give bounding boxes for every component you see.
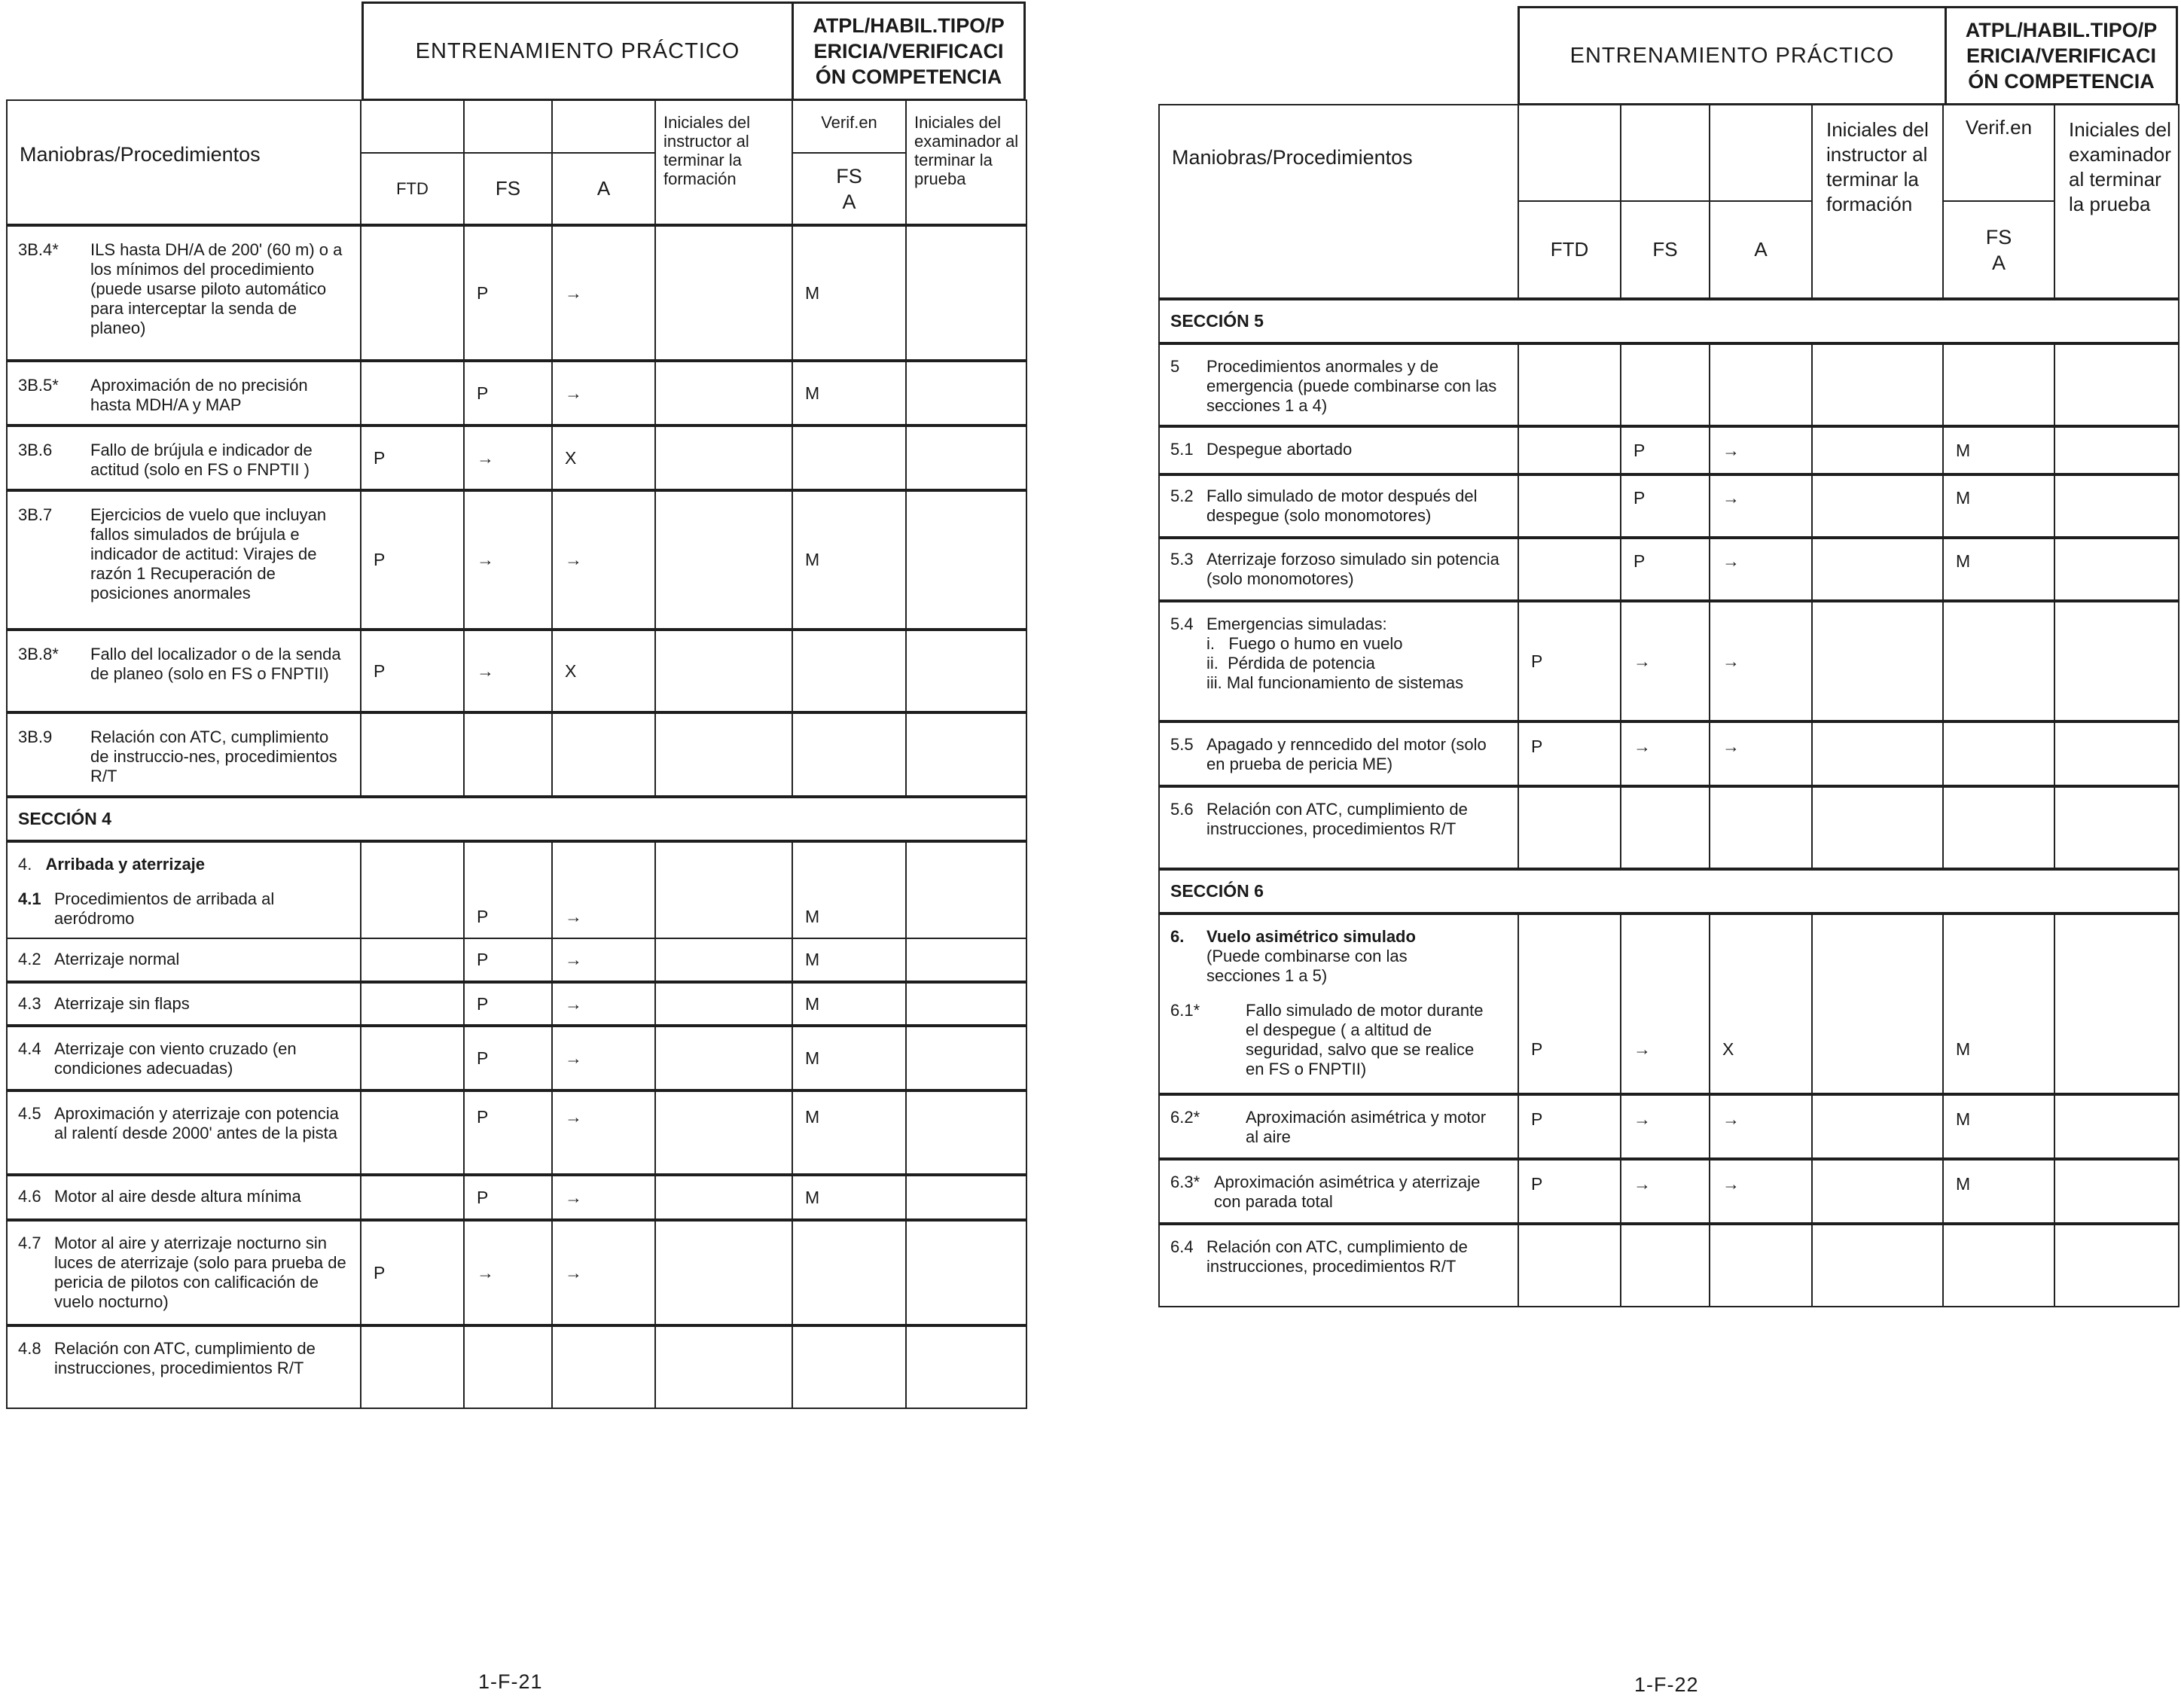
table-row (1159, 786, 2179, 869)
ftd-cell: P (361, 1220, 464, 1325)
item-text: Aterrizaje normal (54, 950, 180, 968)
instructor-initials-cell (655, 425, 792, 490)
ftd-cell (1518, 538, 1621, 601)
page-number: 1-F-21 (478, 1670, 543, 1693)
header-blank-cell (464, 100, 552, 153)
verif-cell: M (1943, 913, 2054, 1094)
item-number: 3B.8* (18, 645, 59, 663)
verif-cell (792, 425, 906, 490)
ftd-cell (361, 712, 464, 797)
item-number: 4.6 (18, 1187, 41, 1206)
fs-column-header (1621, 201, 1710, 299)
instructor-initials-header (1812, 105, 1943, 299)
item-text: Fallo simulado de motor después del despegue (solo monomotores) (1206, 486, 1478, 525)
ftd-cell (1518, 474, 1621, 538)
table-row (1159, 474, 2179, 538)
fs-cell: P (464, 361, 552, 425)
ftd-cell (361, 841, 464, 938)
table-row (1159, 538, 2179, 601)
ftd-column-header (1518, 201, 1621, 299)
item-number: 5.5 (1170, 735, 1194, 754)
fs-cell: P (464, 1175, 552, 1220)
a-column-header (1710, 201, 1812, 299)
instructor-initials-cell (1812, 474, 1943, 538)
instructor-initials-cell (655, 1090, 792, 1175)
item-text: Aproximación asimétrica y motor al aire (1246, 1108, 1487, 1146)
fs-cell (1621, 786, 1710, 869)
training-header (361, 2, 794, 101)
item-number: 3B.6 (18, 441, 53, 459)
item-text: ILS hasta DH/A de 200' (60 m) o a los mínimos del procedimiento (puede usarse piloto automático para interceptar la senda de planeo) (90, 240, 343, 337)
fs-label: FS (495, 177, 521, 200)
maneuvers-column-header (1159, 105, 1518, 299)
section-title: SECCIÓN 6 (1159, 869, 2179, 913)
instructor-initials-cell (1812, 721, 1943, 786)
a-cell: X (552, 630, 655, 712)
ftd-cell: P (1518, 721, 1621, 786)
item-text: Fallo de brújula e indicador de actitud (solo en FS o FNPTII ) (90, 441, 313, 479)
a-cell: → (1710, 1094, 1812, 1159)
table-row (7, 225, 1026, 361)
verif-cell: M (792, 982, 906, 1026)
a-cell: → (552, 1220, 655, 1325)
fs-cell: P (1621, 474, 1710, 538)
a-cell: → (1710, 474, 1812, 538)
atpl-header-line: ATPL/HABIL.TIPO/P (813, 14, 1005, 37)
fs-a-header (792, 153, 906, 225)
instructor-initials-cell (655, 1220, 792, 1325)
verif-cell: M (792, 1026, 906, 1090)
ftd-cell: P (361, 630, 464, 712)
fs-cell: → (464, 630, 552, 712)
verif-cell: M (792, 1175, 906, 1220)
section-heading: Vuelo asimétrico simulado (1206, 927, 1416, 946)
examiner-initials-header (2054, 105, 2179, 299)
fs-cell: P (464, 1026, 552, 1090)
instructor-initials-cell (655, 712, 792, 797)
maneuvers-table-right (1158, 104, 2179, 1307)
right-page (1152, 0, 2181, 1708)
table-row (1159, 426, 2179, 474)
instructor-initials-cell (1812, 426, 1943, 474)
table-row (7, 425, 1026, 490)
fs-cell: → (1621, 721, 1710, 786)
examiner-initials-cell (906, 712, 1026, 797)
item-text: Motor al aire desde altura mínima (54, 1187, 301, 1206)
item-text: Procedimientos de arribada al aeródromo (54, 889, 275, 928)
verif-cell: M (1943, 426, 2054, 474)
examiner-initials-cell (906, 1325, 1026, 1408)
a-cell: → (552, 1175, 655, 1220)
a-label: A (842, 190, 856, 213)
examiner-initials-cell (2054, 601, 2179, 721)
a-cell (1710, 786, 1812, 869)
ftd-cell (361, 225, 464, 361)
item-number: 6.4 (1170, 1237, 1194, 1256)
section-title: SECCIÓN 5 (1159, 299, 2179, 343)
ftd-cell: P (361, 490, 464, 630)
fs-cell: P (464, 841, 552, 938)
item-number: 4.2 (18, 950, 41, 968)
verif-cell: M (792, 841, 906, 938)
a-cell: → (1710, 721, 1812, 786)
verif-header (792, 100, 906, 153)
item-number: 5.6 (1170, 800, 1194, 819)
a-cell (552, 712, 655, 797)
instructor-initials-cell (655, 938, 792, 982)
a-cell: → (552, 841, 655, 938)
instructor-initials-label: Iniciales del instructor al terminar la formación (1826, 118, 1929, 215)
a-cell: → (552, 225, 655, 361)
header-blank-cell (361, 100, 464, 153)
instructor-initials-cell (1812, 601, 1943, 721)
examiner-initials-label: Iniciales del examinador al terminar la prueba (914, 113, 1019, 188)
a-cell (552, 1325, 655, 1408)
verif-cell (1943, 1224, 2054, 1307)
item-text: Aproximación de no precisión hasta MDH/A y MAP (90, 376, 308, 414)
item-text: Aterrizaje forzoso simulado sin potencia (solo monomotores) (1206, 550, 1499, 588)
fs-cell: → (464, 1220, 552, 1325)
ftd-cell: P (1518, 1159, 1621, 1224)
section-row (1159, 299, 2179, 343)
table-row (7, 1325, 1026, 1408)
examiner-initials-cell (906, 490, 1026, 630)
verif-cell (1943, 601, 2054, 721)
a-cell: → (1710, 538, 1812, 601)
instructor-initials-header (655, 100, 792, 225)
fs-cell: P (464, 938, 552, 982)
atpl-header-line: ERICIA/VERIFICACI (813, 40, 1004, 63)
ftd-label: FTD (396, 178, 429, 198)
table-row (7, 938, 1026, 982)
page-number: 1-F-22 (1634, 1673, 1699, 1696)
examiner-initials-cell (906, 425, 1026, 490)
item-number: 5.2 (1170, 486, 1194, 505)
header-blank-cell (1710, 105, 1812, 201)
fs-cell: → (1621, 1094, 1710, 1159)
item-number: 4.5 (18, 1104, 41, 1123)
a-label: A (596, 177, 611, 200)
table-row (1159, 1094, 2179, 1159)
header-blank-cell (552, 100, 655, 153)
instructor-initials-cell (1812, 538, 1943, 601)
atpl-header (792, 2, 1026, 101)
ftd-cell (361, 938, 464, 982)
ftd-cell (361, 1090, 464, 1175)
item-number: 6.3* (1170, 1173, 1200, 1191)
a-column-header (552, 153, 655, 225)
fs-cell: P (1621, 426, 1710, 474)
examiner-initials-cell (906, 1175, 1026, 1220)
item-text: Despegue abortado (1206, 440, 1353, 459)
instructor-initials-cell (655, 490, 792, 630)
ftd-cell (361, 1325, 464, 1408)
atpl-header-line: ÓN COMPETENCIA (1968, 70, 2155, 93)
examiner-initials-cell (906, 841, 1026, 938)
a-cell: → (1710, 601, 1812, 721)
table-row (7, 712, 1026, 797)
examiner-initials-header (906, 100, 1026, 225)
item-number: 4.7 (18, 1234, 41, 1252)
fs-cell (464, 1325, 552, 1408)
fs-cell: P (464, 982, 552, 1026)
ftd-cell (361, 982, 464, 1026)
section-heading-note: (Puede combinarse con las secciones 1 a 5) (1206, 947, 1408, 985)
verif-header (1943, 105, 2054, 201)
ftd-cell (361, 1026, 464, 1090)
training-header-text: ENTRENAMIENTO PRÁCTICO (1569, 43, 1895, 68)
table-row (1159, 601, 2179, 721)
atpl-header-line: ERICIA/VERIFICACI (1966, 44, 2157, 67)
a-cell (1710, 1224, 1812, 1307)
maneuvers-column-header (7, 100, 361, 225)
verif-cell (1943, 343, 2054, 426)
table-row (1159, 913, 2179, 1094)
examiner-initials-cell (906, 225, 1026, 361)
instructor-initials-cell (1812, 343, 1943, 426)
ftd-column-header (361, 153, 464, 225)
table-row (7, 1220, 1026, 1325)
list-item: iii. Mal funcionamiento de sistemas (1206, 673, 1464, 692)
a-cell: X (552, 425, 655, 490)
examiner-initials-cell (2054, 786, 2179, 869)
fs-cell: P (464, 225, 552, 361)
ftd-cell: P (1518, 601, 1621, 721)
examiner-initials-cell (2054, 538, 2179, 601)
table-row (7, 982, 1026, 1026)
section-row (7, 797, 1026, 841)
instructor-initials-cell (655, 225, 792, 361)
item-number: 5.1 (1170, 440, 1194, 459)
item-text: Relación con ATC, cumplimiento de instrucciones, procedimientos R/T (1206, 800, 1468, 838)
instructor-initials-cell (1812, 1094, 1943, 1159)
verif-cell: M (1943, 1094, 2054, 1159)
fs-cell: → (464, 490, 552, 630)
item-number: 6.1* (1170, 1001, 1200, 1020)
atpl-header-line: ÓN COMPETENCIA (815, 66, 1002, 88)
fs-cell (464, 712, 552, 797)
examiner-initials-cell (906, 982, 1026, 1026)
verif-label: Verif.en (1965, 116, 2033, 139)
atpl-header-line: ATPL/HABIL.TIPO/P (1965, 19, 2158, 41)
header-blank-cell (1621, 105, 1710, 201)
item-text: Fallo del localizador o de la senda de planeo (solo en FS o FNPTII) (90, 645, 341, 683)
item-text: Aproximación y aterrizaje con potencia al ralentí desde 2000' antes de la pista (54, 1104, 339, 1142)
examiner-initials-cell (2054, 426, 2179, 474)
examiner-initials-cell (2054, 1159, 2179, 1224)
fs-cell (1621, 1224, 1710, 1307)
ftd-cell: P (361, 425, 464, 490)
item-number: 5.4 (1170, 615, 1194, 633)
table-row (7, 490, 1026, 630)
instructor-initials-cell (1812, 1224, 1943, 1307)
fs-column-header (464, 153, 552, 225)
fs-cell: → (464, 425, 552, 490)
table-row (1159, 721, 2179, 786)
left-page (0, 0, 1032, 1708)
instructor-initials-cell (655, 361, 792, 425)
fs-cell: → (1621, 913, 1710, 1094)
examiner-initials-cell (906, 1220, 1026, 1325)
verif-cell (792, 712, 906, 797)
item-number: 3B.4* (18, 240, 59, 259)
examiner-initials-cell (906, 361, 1026, 425)
verif-cell: M (1943, 1159, 2054, 1224)
ftd-cell: P (1518, 1094, 1621, 1159)
item-text: Fallo simulado de motor durante el despegue ( a altitud de seguridad, salvo que se realice en FS o FNPTII) (1246, 1001, 1484, 1078)
header-blank-cell (1518, 105, 1621, 201)
ftd-cell: P (1518, 913, 1621, 1094)
verif-cell (792, 1325, 906, 1408)
table-row (1159, 1159, 2179, 1224)
ftd-label: FTD (1550, 238, 1589, 261)
table-row (7, 630, 1026, 712)
instructor-initials-cell (655, 1175, 792, 1220)
verif-cell: M (792, 361, 906, 425)
a-cell: → (552, 938, 655, 982)
fs-cell: P (464, 1090, 552, 1175)
item-number: 6.2* (1170, 1108, 1200, 1127)
ftd-cell (1518, 426, 1621, 474)
instructor-initials-cell (1812, 1159, 1943, 1224)
verif-cell: M (792, 938, 906, 982)
table-row (7, 361, 1026, 425)
item-text: Aterrizaje con viento cruzado (en condiciones adecuadas) (54, 1039, 297, 1078)
examiner-initials-cell (906, 1090, 1026, 1175)
table-row (7, 841, 1026, 938)
ftd-cell (1518, 786, 1621, 869)
examiner-initials-cell (906, 938, 1026, 982)
fs-label: FS (1985, 225, 2012, 249)
instructor-initials-cell (655, 1325, 792, 1408)
ftd-cell (1518, 1224, 1621, 1307)
fs-cell: P (1621, 538, 1710, 601)
ftd-cell (1518, 343, 1621, 426)
verif-cell (792, 1220, 906, 1325)
item-text: Aterrizaje sin flaps (54, 994, 190, 1013)
fs-a-header (1943, 201, 2054, 299)
item-number: 3B.5* (18, 376, 59, 395)
instructor-initials-cell (655, 1026, 792, 1090)
item-number: 5.3 (1170, 550, 1194, 569)
list-item: ii. Pérdida de potencia (1206, 654, 1375, 673)
ftd-cell (361, 1175, 464, 1220)
instructor-initials-label: Iniciales del instructor al terminar la formación (663, 113, 750, 188)
list-item: i. Fuego o humo en vuelo (1206, 634, 1403, 653)
item-number: 4.3 (18, 994, 41, 1013)
section-heading-number: 4. (18, 855, 32, 874)
a-cell: X (1710, 913, 1812, 1094)
examiner-initials-cell (2054, 721, 2179, 786)
instructor-initials-cell (1812, 913, 1943, 1094)
training-header (1518, 6, 1947, 105)
examiner-initials-cell (2054, 474, 2179, 538)
instructor-initials-cell (1812, 786, 1943, 869)
a-label: A (1754, 238, 1768, 261)
examiner-initials-cell (2054, 343, 2179, 426)
section-title: SECCIÓN 4 (7, 797, 1026, 841)
examiner-initials-cell (2054, 1094, 2179, 1159)
examiner-initials-label: Iniciales del examinador al terminar la prueba (2069, 118, 2171, 215)
examiner-initials-cell (2054, 1224, 2179, 1307)
fs-cell: → (1621, 1159, 1710, 1224)
item-text: Apagado y renncedido del motor (solo en prueba de pericia ME) (1206, 735, 1487, 773)
item-text: Relación con ATC, cumplimiento de instrucciones, procedimientos R/T (1206, 1237, 1468, 1276)
table-row (1159, 343, 2179, 426)
a-cell: → (1710, 426, 1812, 474)
fs-cell (1621, 343, 1710, 426)
atpl-header (1945, 6, 2178, 105)
item-text: Relación con ATC, cumplimiento de instruccio-nes, procedimientos R/T (90, 727, 337, 785)
training-header-text: ENTRENAMIENTO PRÁCTICO (415, 38, 740, 63)
table-row (7, 1175, 1026, 1220)
item-text: Emergencias simuladas: (1206, 615, 1387, 633)
instructor-initials-cell (655, 841, 792, 938)
fs-label: FS (1652, 238, 1678, 261)
instructor-initials-cell (655, 982, 792, 1026)
verif-cell (792, 630, 906, 712)
examiner-initials-cell (906, 1026, 1026, 1090)
item-number: 4.4 (18, 1039, 41, 1058)
verif-cell (1943, 786, 2054, 869)
verif-cell: M (792, 490, 906, 630)
a-cell: → (552, 1090, 655, 1175)
maneuvers-label: Maniobras/Procedimientos (1172, 146, 1413, 169)
verif-cell: M (792, 225, 906, 361)
verif-cell (1943, 721, 2054, 786)
examiner-initials-cell (906, 630, 1026, 712)
maneuvers-label: Maniobras/Procedimientos (20, 143, 261, 166)
verif-cell: M (1943, 474, 2054, 538)
table-row (7, 1090, 1026, 1175)
a-cell: → (552, 361, 655, 425)
maneuvers-table-left (6, 99, 1027, 1409)
table-row (1159, 1224, 2179, 1307)
fs-label: FS (836, 164, 862, 188)
item-text: Relación con ATC, cumplimiento de instrucciones, procedimientos R/T (54, 1339, 316, 1377)
a-cell: → (552, 490, 655, 630)
item-text: Motor al aire y aterrizaje nocturno sin luces de aterrizaje (solo para prueba de pericia de pilotos con calificación de vuelo nocturno) (54, 1234, 346, 1311)
table-row (7, 1026, 1026, 1090)
section-heading-number: 6. (1170, 927, 1185, 946)
instructor-initials-cell (655, 630, 792, 712)
ftd-cell (361, 361, 464, 425)
item-number: 4.1 (18, 889, 41, 908)
item-number: 3B.9 (18, 727, 53, 746)
section-heading: Arribada y aterrizaje (45, 855, 206, 874)
item-number: 4.8 (18, 1339, 41, 1358)
verif-label: Verif.en (821, 113, 877, 132)
fs-cell: → (1621, 601, 1710, 721)
item-number: 3B.7 (18, 505, 53, 524)
a-cell (1710, 343, 1812, 426)
a-cell: → (552, 1026, 655, 1090)
a-label: A (1991, 251, 2006, 274)
item-text: Ejercicios de vuelo que incluyan fallos simulados de brújula e indicador de actitud: Virajes de razón 1 Recuperación de posiciones anormales (90, 505, 327, 602)
a-cell: → (1710, 1159, 1812, 1224)
a-cell: → (552, 982, 655, 1026)
verif-cell: M (792, 1090, 906, 1175)
item-number: 5 (1170, 357, 1180, 376)
examiner-initials-cell (2054, 913, 2179, 1094)
verif-cell: M (1943, 538, 2054, 601)
section-row (1159, 869, 2179, 913)
item-text: Procedimientos anormales y de emergencia (puede combinarse con las secciones 1 a 4) (1206, 357, 1497, 415)
item-text: Aproximación asimétrica y aterrizaje con parada total (1214, 1173, 1481, 1211)
